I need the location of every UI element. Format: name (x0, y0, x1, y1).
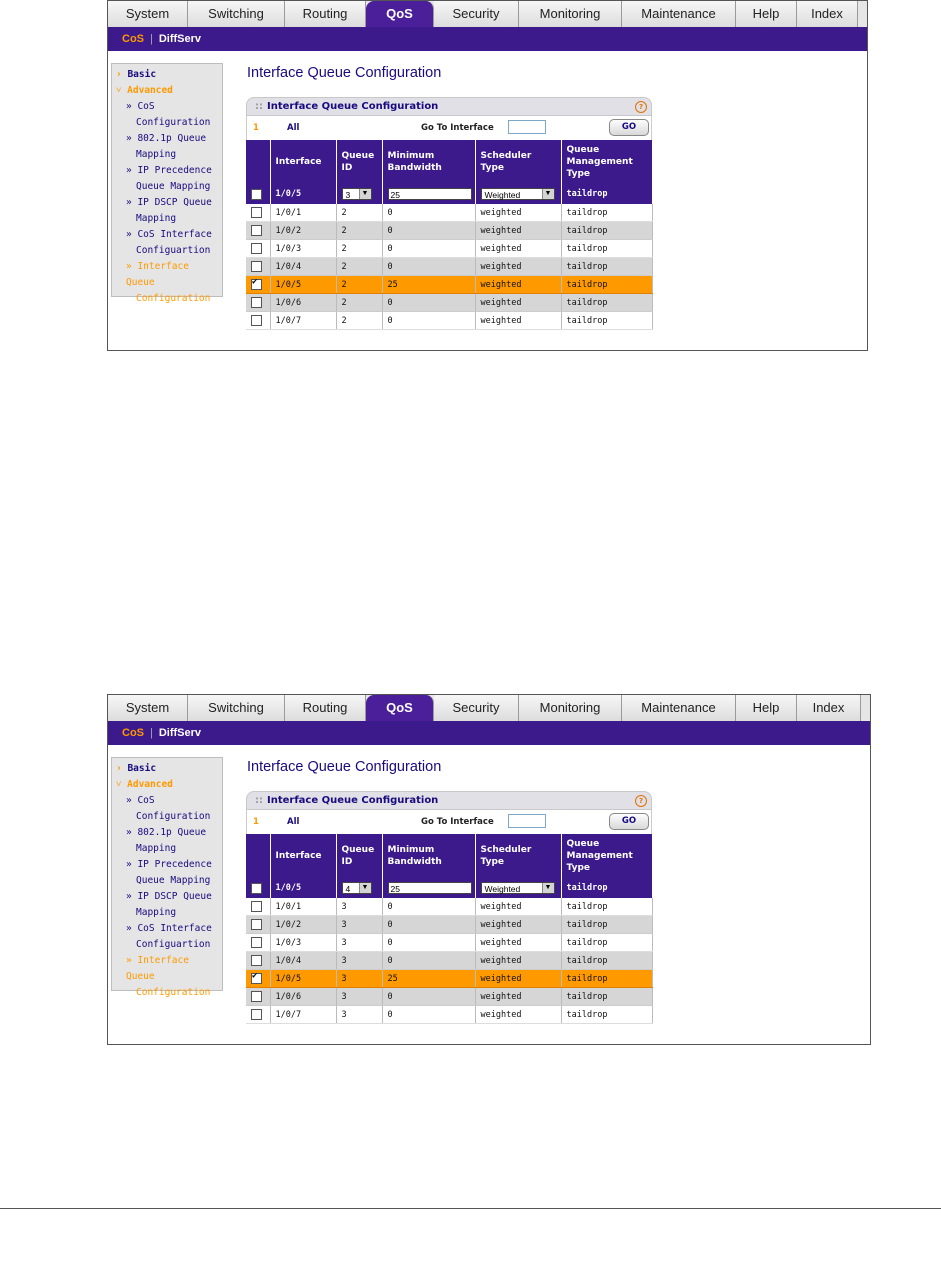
table-row[interactable]: 1/0/3 3 0 weighted taildrop (246, 934, 652, 952)
tab-system[interactable]: System (108, 1, 188, 27)
edit-interface: 1/0/5 (270, 184, 336, 204)
panel-title: Interface Queue Configuration (267, 101, 439, 112)
queue-id-select[interactable]: 4 ▼ (342, 882, 372, 894)
header-queue-id: Queue ID (336, 834, 382, 878)
subnav-cos[interactable]: CoS (122, 33, 144, 45)
table-row[interactable]: 1/0/2 2 0 weighted taildrop (246, 222, 652, 240)
row-checkbox[interactable] (251, 243, 262, 254)
all-link[interactable]: All (287, 817, 300, 827)
grip-icon: :: (255, 101, 263, 112)
tab-index[interactable]: Index (797, 695, 861, 721)
sidebar-advanced-label: Advanced (127, 85, 173, 96)
table-row[interactable]: 1/0/1 2 0 weighted taildrop (246, 204, 652, 222)
edit-qmt: taildrop (561, 184, 652, 204)
scheduler-type-select[interactable]: Weighted ▼ (481, 188, 555, 200)
tab-system[interactable]: System (108, 695, 188, 721)
min-bandwidth-input[interactable]: 25 (388, 882, 472, 894)
header-interface: Interface (270, 834, 336, 878)
sub-navigation (108, 27, 867, 51)
subnav-separator: | (150, 727, 153, 739)
header-select (246, 834, 270, 878)
header-interface: Interface (270, 140, 336, 184)
tab-routing[interactable]: Routing (285, 1, 366, 27)
all-link[interactable]: All (287, 123, 300, 133)
dropdown-arrow-icon: ▼ (359, 883, 371, 893)
sidebar-item-ip-precedence[interactable]: » IP Precedence Queue Mapping (126, 165, 212, 192)
sidebar-item-cos-config[interactable]: » CoS Configuration (126, 795, 211, 822)
dropdown-arrow-icon: ▼ (542, 189, 554, 199)
min-bandwidth-input[interactable]: 25 (388, 188, 472, 200)
table-row-selected[interactable]: ✔ 1/0/5 3 25 weighted taildrop (246, 970, 652, 988)
table-row[interactable]: 1/0/6 2 0 weighted taildrop (246, 294, 652, 312)
chevron-right-icon: › (116, 763, 128, 774)
help-icon[interactable]: ? (635, 101, 647, 113)
subnav-diffserv[interactable]: DiffServ (158, 33, 202, 45)
queue-id-select[interactable]: 3 ▼ (342, 188, 372, 200)
row-checkbox[interactable] (251, 225, 262, 236)
sidebar-basic[interactable] (112, 761, 222, 777)
edit-row (246, 878, 652, 898)
top-tabs (108, 695, 870, 722)
tab-routing[interactable]: Routing (285, 695, 366, 721)
tab-help[interactable]: Help (736, 1, 797, 27)
dropdown-arrow-icon: ▼ (542, 883, 554, 893)
sidebar-item-ip-dscp[interactable]: » IP DSCP Queue Mapping (126, 197, 212, 224)
row-checkbox-checked[interactable] (251, 279, 262, 290)
page-number[interactable]: 1 (253, 123, 259, 133)
table-row[interactable]: 1/0/7 3 0 weighted taildrop (246, 1006, 652, 1024)
queue-panel (246, 97, 652, 351)
sidebar (111, 63, 223, 304)
tab-maintenance[interactable]: Maintenance (622, 1, 736, 27)
screenshot-1 (107, 0, 868, 351)
edit-row (246, 184, 652, 204)
header-scheduler-type: Scheduler Type (475, 140, 561, 184)
goto-interface-input[interactable] (508, 120, 546, 134)
tab-security[interactable]: Security (434, 695, 519, 721)
grip-icon: :: (255, 795, 263, 806)
table-row[interactable]: 1/0/4 2 0 weighted taildrop (246, 258, 652, 276)
page-title: Interface Queue Configuration (247, 65, 442, 81)
header-queue-mgmt-type: Queue Management Type (561, 834, 652, 878)
top-tabs (108, 1, 867, 28)
go-button[interactable]: GO (609, 119, 649, 136)
table-toolbar (246, 810, 652, 834)
tab-maintenance[interactable]: Maintenance (622, 695, 736, 721)
row-checkbox[interactable] (251, 297, 262, 308)
subnav-cos[interactable]: CoS (122, 727, 144, 739)
page-number[interactable]: 1 (253, 817, 259, 827)
row-checkbox[interactable] (251, 937, 262, 948)
row-checkbox[interactable] (251, 919, 262, 930)
table-row[interactable]: 1/0/1 3 0 weighted taildrop (246, 898, 652, 916)
sidebar-item-ip-dscp[interactable]: » IP DSCP Queue Mapping (126, 891, 212, 918)
table-row[interactable]: 1/0/2 3 0 weighted taildrop (246, 916, 652, 934)
table-row[interactable]: 1/0/6 3 0 weighted taildrop (246, 988, 652, 1006)
tab-index[interactable]: Index (797, 1, 858, 27)
row-checkbox[interactable] (251, 261, 262, 272)
subnav-diffserv[interactable]: DiffServ (158, 727, 202, 739)
tab-security[interactable]: Security (434, 1, 519, 27)
tab-qos[interactable]: QoS (366, 695, 434, 721)
sidebar-item-8021p[interactable]: » 802.1p Queue Mapping (126, 133, 207, 160)
screenshot-2 (107, 694, 871, 1045)
sidebar-item-cos-config[interactable]: » CoS Configuration (126, 101, 211, 128)
header-min-bandwidth: Minimum Bandwidth (382, 140, 475, 184)
edit-interface: 1/0/5 (270, 878, 336, 898)
sidebar-basic-label: Basic (127, 69, 157, 80)
sidebar-item-interface-queue[interactable]: » Interface Queue Configuration (126, 955, 211, 998)
sidebar-advanced[interactable] (112, 777, 222, 793)
page-title: Interface Queue Configuration (247, 759, 442, 775)
sidebar-item-ip-precedence[interactable]: » IP Precedence Queue Mapping (126, 859, 212, 886)
queue-table (246, 140, 653, 330)
sidebar-item-cos-interface[interactable]: » CoS Interface Configuartion (126, 229, 212, 256)
sidebar-item-8021p[interactable]: » 802.1p Queue Mapping (126, 827, 207, 854)
go-button[interactable]: GO (609, 813, 649, 830)
tab-help[interactable]: Help (736, 695, 797, 721)
edit-row-checkbox[interactable] (251, 189, 262, 200)
header-scheduler-type: Scheduler Type (475, 834, 561, 878)
row-checkbox-checked[interactable] (251, 973, 262, 984)
table-row[interactable]: 1/0/3 2 0 weighted taildrop (246, 240, 652, 258)
goto-label: Go To Interface (421, 817, 494, 827)
header-select (246, 140, 270, 184)
table-row[interactable]: 1/0/7 2 0 weighted taildrop (246, 312, 652, 330)
row-checkbox[interactable] (251, 991, 262, 1002)
row-checkbox[interactable] (251, 315, 262, 326)
sidebar-basic-label: Basic (127, 763, 157, 774)
sidebar-item-cos-interface[interactable]: » CoS Interface Configuartion (126, 923, 212, 950)
page-footer-rule (0, 1208, 941, 1209)
row-checkbox[interactable] (251, 955, 262, 966)
header-queue-mgmt-type: Queue Management Type (561, 140, 652, 184)
tab-switching[interactable]: Switching (188, 695, 285, 721)
sub-navigation (108, 721, 870, 745)
table-row[interactable]: 1/0/4 3 0 weighted taildrop (246, 952, 652, 970)
goto-label: Go To Interface (421, 123, 494, 133)
chevron-down-icon: ˅ (116, 85, 128, 96)
table-row-selected[interactable]: ✔ 1/0/5 2 25 weighted taildrop (246, 276, 652, 294)
sidebar-advanced-label: Advanced (127, 779, 173, 790)
tab-monitoring[interactable]: Monitoring (519, 1, 622, 27)
queue-table (246, 834, 653, 1024)
goto-interface-input[interactable] (508, 814, 546, 828)
panel-header (246, 97, 652, 116)
header-queue-id: Queue ID (336, 140, 382, 184)
subnav-separator: | (150, 33, 153, 45)
sidebar-item-interface-queue[interactable]: » Interface Queue Configuration (126, 261, 211, 304)
tab-qos[interactable]: QoS (366, 1, 434, 27)
panel-title: Interface Queue Configuration (267, 795, 439, 806)
queue-panel (246, 791, 652, 1045)
panel-header (246, 791, 652, 810)
sidebar-basic[interactable] (112, 67, 222, 83)
row-checkbox[interactable] (251, 1009, 262, 1020)
sidebar-advanced[interactable] (112, 83, 222, 99)
sidebar (111, 757, 223, 998)
header-min-bandwidth: Minimum Bandwidth (382, 834, 475, 878)
row-checkbox[interactable] (251, 207, 262, 218)
scheduler-type-select[interactable]: Weighted ▼ (481, 882, 555, 894)
table-toolbar (246, 116, 652, 140)
help-icon[interactable]: ? (635, 795, 647, 807)
chevron-down-icon: ˅ (116, 779, 128, 790)
tab-monitoring[interactable]: Monitoring (519, 695, 622, 721)
edit-qmt: taildrop (561, 878, 652, 898)
row-checkbox[interactable] (251, 901, 262, 912)
dropdown-arrow-icon: ▼ (359, 189, 371, 199)
chevron-right-icon: › (116, 69, 128, 80)
tab-switching[interactable]: Switching (188, 1, 285, 27)
edit-row-checkbox[interactable] (251, 883, 262, 894)
